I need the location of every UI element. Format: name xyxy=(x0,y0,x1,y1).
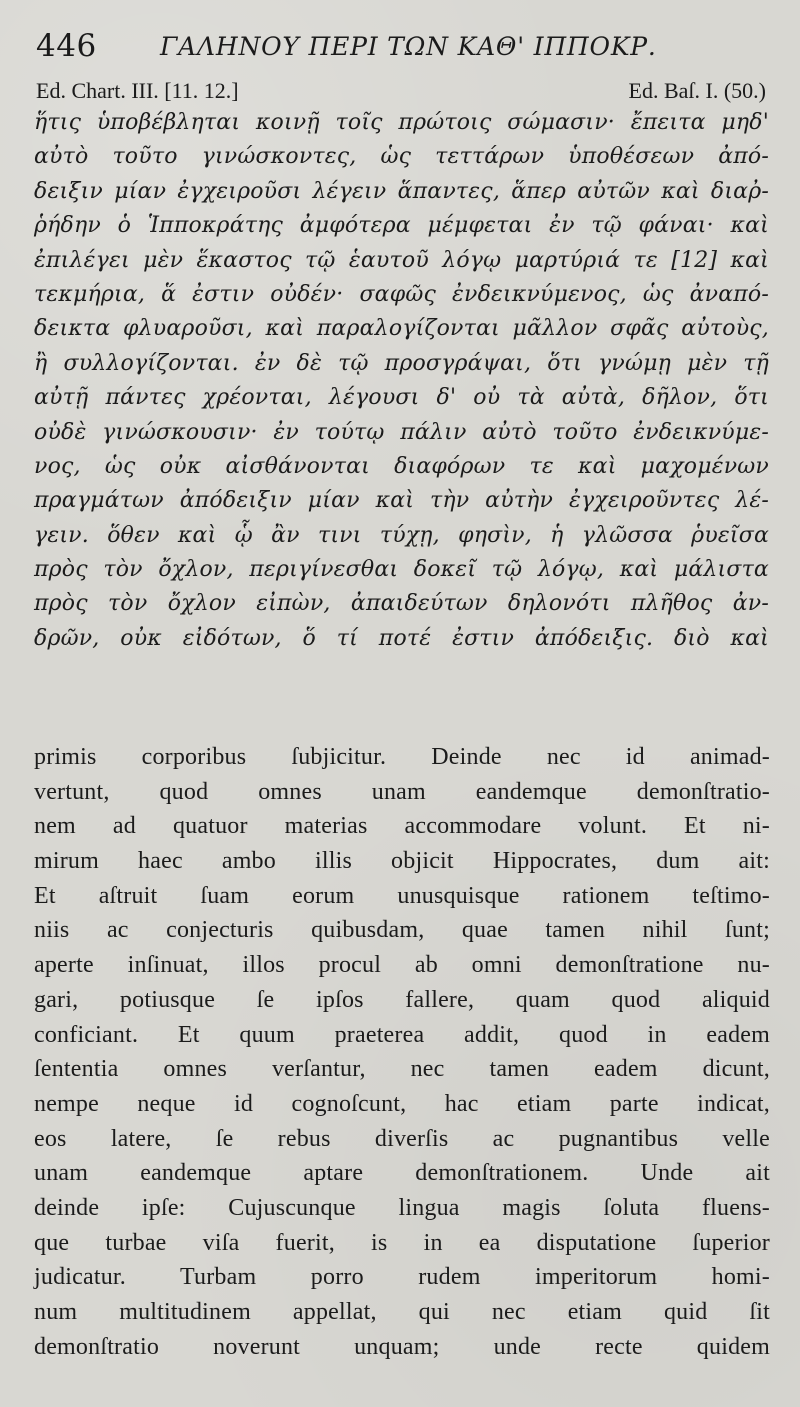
latin-line: que turbae viſa fuerit, is in ea disputatione ſuperior xyxy=(34,1229,770,1256)
greek-line: πραγμάτων ἀπόδειξιν μίαν καὶ τὴν αὐτὴν ἐγχειροῦντες λέ- xyxy=(34,488,769,514)
edition-right-reference: Ed. Baſ. I. (50.) xyxy=(628,78,766,103)
greek-line: τεκμήρια, ἅ ἐστιν οὐδέν· σαφῶς ἐνδεικνύμενος, ὡς ἀναπό- xyxy=(34,281,769,307)
edition-left-reference: Ed. Chart. III. [11. 12.] xyxy=(36,78,239,103)
greek-line: δειξιν μίαν ἐγχειροῦσι λέγειν ἅπαντες, ἅπερ αὐτῶν καὶ διαῤ- xyxy=(34,178,769,204)
latin-line: nem ad quatuor materias accommodare volunt. Et ni- xyxy=(34,813,770,840)
greek-line: νος, ὡς οὐκ αἰσθάνονται διαφόρων τε καὶ μαχομένων xyxy=(34,453,769,479)
greek-line: πρὸς τὸν ὄχλον, περιγίνεσθαι δοκεῖ τῷ λόγῳ, καὶ μάλιστα xyxy=(34,557,769,583)
latin-line: ſententia omnes verſantur, nec tamen eadem dicunt, xyxy=(34,1056,770,1083)
greek-line: ἥτις ὑποβέβληται κοινῇ τοῖς πρώτοις σώμασιν· ἔπειτα μηδ' xyxy=(34,110,769,135)
greek-line: αὐτὸ τοῦτο γινώσκοντες, ὡς τεττάρων ὑποθέσεων ἀπό- xyxy=(34,144,769,170)
greek-line: γειν. ὅθεν καὶ ᾧ ἂν τινι τύχῃ, φησὶν, ἡ γλῶσσα ῥυεῖσα xyxy=(34,522,769,548)
latin-line: judicatur. Turbam porro rudem imperitorum homi- xyxy=(34,1264,770,1291)
greek-text-block xyxy=(34,106,769,656)
latin-line: demonſtratio noverunt unquam; unde recte quidem xyxy=(34,1333,770,1360)
latin-line: conficiant. Et quum praeterea addit, quod in eadem xyxy=(34,1021,770,1048)
latin-line: mirum haec ambo illis objicit Hippocrates, dum ait: xyxy=(34,848,770,875)
greek-line: αὐτῇ πάντες χρέονται, λέγουσι δ' οὐ τὰ αὐτὰ, δῆλον, ὅτι xyxy=(34,385,769,411)
latin-line: nempe neque id cognoſcunt, hac etiam parte indicat, xyxy=(34,1090,770,1117)
latin-line: aperte inſinuat, illos procul ab omni demonſtratione nu- xyxy=(34,952,770,979)
latin-line: niis ac conjecturis quibusdam, quae tamen nihil ſunt; xyxy=(34,917,770,944)
latin-line: unam eandemque aptare demonſtrationem. Unde ait xyxy=(34,1160,770,1187)
page-number: 446 xyxy=(36,28,97,64)
latin-line: vertunt, quod omnes unam eandemque demonſtratio- xyxy=(34,778,770,805)
greek-line: ἐπιλέγει μὲν ἕκαστος τῷ ἑαυτοῦ λόγῳ μαρτύριά τε [12] καὶ xyxy=(34,247,769,273)
greek-line: ῥήδην ὁ Ἱπποκράτης ἀμφότερα μέμφεται ἐν τῷ φάναι· καὶ xyxy=(34,213,769,239)
running-title: ΓΑΛΗΝΟΥ ΠΕΡΙ ΤΩΝ ΚΑΘ' ΙΠΠΟΚΡ. xyxy=(160,32,657,61)
latin-line: deinde ipſe: Cujuscunque lingua magis ſoluta fluens- xyxy=(34,1194,770,1221)
greek-line: δεικτα φλυαροῦσι, καὶ παραλογίζονται μᾶλλον σφᾶς αὐτοὺς, xyxy=(34,316,769,342)
greek-line: οὐδὲ γινώσκουσιν· ἐν τούτῳ πάλιν αὐτὸ τοῦτο ἐνδεικνύμε- xyxy=(34,419,769,445)
edition-reference-row xyxy=(36,78,766,106)
greek-line: ἢ συλλογίζονται. ἐν δὲ τῷ προσγράψαι, ὅτι γνώμῃ μὲν τῇ xyxy=(34,350,769,376)
latin-line: Et aſtruit ſuam eorum unusquisque rationem teſtimo- xyxy=(34,882,770,909)
page-header xyxy=(36,26,766,66)
latin-text-block xyxy=(34,740,770,1364)
latin-line: num multitudinem appellat, qui nec etiam quid ſit xyxy=(34,1299,770,1325)
latin-line: primis corporibus ſubjicitur. Deinde nec id animad- xyxy=(34,744,770,770)
latin-line: gari, potiusque ſe ipſos fallere, quam quod aliquid xyxy=(34,986,770,1013)
latin-line: eos latere, ſe rebus diverſis ac pugnantibus velle xyxy=(34,1125,770,1152)
greek-line: πρὸς τὸν ὄχλον εἰπὼν, ἀπαιδεύτων δηλονότι πλῆθος ἀν- xyxy=(34,591,769,617)
greek-line: δρῶν, οὐκ εἰδότων, ὅ τί ποτέ ἐστιν ἀπόδειξις. διὸ καὶ xyxy=(34,625,769,651)
